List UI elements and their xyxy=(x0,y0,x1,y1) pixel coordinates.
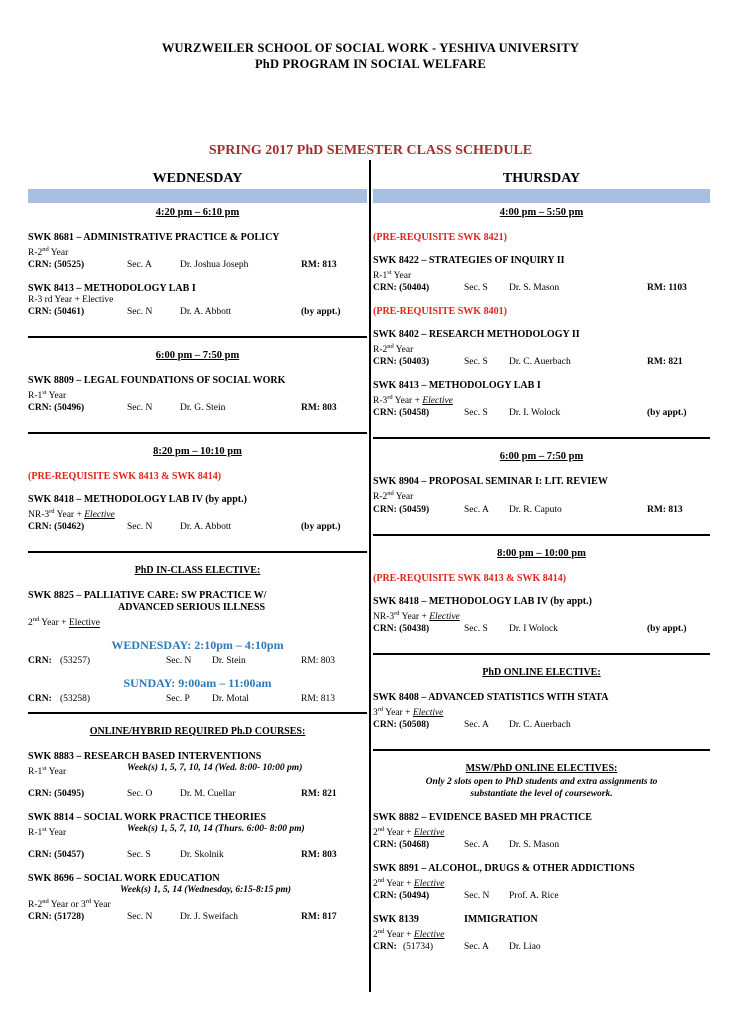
section: Sec. A xyxy=(464,719,489,730)
wednesday-column xyxy=(28,170,367,935)
course-details xyxy=(28,521,367,534)
course-details xyxy=(373,719,710,732)
session-time: 4:00 pm – 5:50 pm xyxy=(499,207,584,218)
crn-label: CRN: xyxy=(28,655,52,666)
course-name: SWK 8402 – RESEARCH METHODOLOGY II xyxy=(373,329,580,341)
sunday-option-heading: SUNDAY: 9:00am – 11:00am xyxy=(123,675,272,690)
course-block xyxy=(373,255,710,295)
course-block xyxy=(373,380,710,420)
crn: (53258) xyxy=(60,693,91,704)
course-name: SWK 8891 – ALCOHOL, DRUGS & OTHER ADDICTIONS xyxy=(373,863,635,875)
professor: Dr. I Wolock xyxy=(509,623,558,634)
section: Sec. N xyxy=(127,912,153,923)
professor: Dr. G. Stein xyxy=(180,403,226,414)
course-details xyxy=(373,623,710,636)
course-details xyxy=(28,402,367,415)
thursday-color-bar xyxy=(373,189,710,203)
section: Sec. S xyxy=(464,623,488,634)
crn: CRN: (50495) xyxy=(28,788,85,799)
room: (by appt.) xyxy=(301,307,341,318)
course-details xyxy=(28,655,367,668)
course-name: SWK 8408 – ADVANCED STATISTICS WITH STATA xyxy=(373,691,609,703)
course-block xyxy=(28,375,367,415)
wednesday-color-bar xyxy=(28,189,367,203)
crn: CRN: (50459) xyxy=(373,504,430,515)
course-year: 2nd Year + Elective xyxy=(28,616,101,629)
course-year: R-3 rd Year + Elective xyxy=(28,295,114,306)
section: Sec. A xyxy=(127,260,152,271)
section: Sec. N xyxy=(166,655,192,666)
professor: Dr. S. Mason xyxy=(509,840,560,851)
crn: CRN: (50457) xyxy=(28,849,85,860)
professor: Dr. C. Auerbach xyxy=(509,357,571,368)
room: RM: 1103 xyxy=(647,283,687,294)
session-time: 8:20 pm – 10:10 pm xyxy=(153,446,242,458)
course-block xyxy=(28,873,367,924)
room: RM: 803 xyxy=(301,655,336,666)
school-name: WURZWEILER SCHOOL OF SOCIAL WORK - YESHIVA UNIVERSITY xyxy=(161,41,580,55)
room: (by appt.) xyxy=(647,623,687,634)
prerequisite-note: (PRE-REQUISITE SWK 8413 & SWK 8414) xyxy=(373,572,567,584)
course-name: SWK 8882 – EVIDENCE BASED MH PRACTICE xyxy=(373,811,592,823)
professor: Dr. S. Mason xyxy=(509,283,560,294)
professor: Dr. A. Abbott xyxy=(180,307,232,318)
crn: CRN: (50468) xyxy=(373,840,430,851)
course-name: SWK 8681 – ADMINISTRATIVE PRACTICE & POLICY xyxy=(28,232,280,243)
section: Sec. S xyxy=(464,283,488,294)
course-block xyxy=(373,476,710,516)
course-block xyxy=(28,232,367,272)
course-details xyxy=(28,259,367,272)
crn: CRN: (50438) xyxy=(373,623,430,634)
course-details xyxy=(28,849,367,862)
course-name: SWK 8904 – PROPOSAL SEMINAR I: LIT. REVIEW xyxy=(373,476,608,488)
thu-session-2 xyxy=(373,451,710,535)
room: (by appt.) xyxy=(301,522,341,533)
course-year: R-1st Year Week(s) 1, 5, 7, 10, 14 (Thurs. 6:00- 8:00 pm) xyxy=(28,823,305,838)
wed-session-1 xyxy=(28,207,367,338)
course-name: SWK 8696 – SOCIAL WORK EDUCATION xyxy=(28,872,220,884)
crn: CRN: (50494) xyxy=(373,891,430,902)
section: Sec. A xyxy=(464,504,489,515)
room: (by appt.) xyxy=(647,408,687,419)
course-name: SWK 8825 – PALLIATIVE CARE: SW PRACTICE W/ xyxy=(28,590,267,602)
crn: (51734) xyxy=(403,942,434,953)
course-details xyxy=(373,890,710,903)
course-year: NR-3rd Year + Elective xyxy=(28,508,115,521)
program-name: PhD PROGRAM IN SOCIAL WELFARE xyxy=(254,57,487,71)
professor: Dr. Joshua Joseph xyxy=(180,260,249,271)
room: RM: 813 xyxy=(301,260,337,271)
course-name: SWK 8413 – METHODOLOGY LAB I xyxy=(373,380,541,392)
prerequisite-note: (PRE-REQUISITE SWK 8421) xyxy=(373,232,507,243)
room: RM: 803 xyxy=(301,849,337,860)
section-heading: MSW/PhD ONLINE ELECTIVES: xyxy=(465,762,618,774)
course-year: R-2nd Year or 3rd Year xyxy=(28,897,111,911)
section: Sec. N xyxy=(127,522,153,533)
wed-inclass-elective xyxy=(28,565,367,713)
course-year: 2nd Year + Elective xyxy=(373,825,445,839)
course-year: R-1st Year xyxy=(28,389,67,402)
wednesday-option-heading: WEDNESDAY: 2:10pm – 4:10pm xyxy=(111,637,284,652)
wed-session-2 xyxy=(28,350,367,434)
thu-msw-phd-electives xyxy=(373,763,710,954)
course-year: 2nd Year + Elective xyxy=(373,928,445,941)
course-year: 3rd Year + Elective xyxy=(373,705,444,718)
course-name: SWK 8139 IMMIGRATION xyxy=(373,914,538,926)
course-details xyxy=(28,911,367,924)
section-heading: ONLINE/HYBRID REQUIRED Ph.D COURSES: xyxy=(89,725,306,737)
session-time: 6:00 pm – 7:50 pm xyxy=(499,451,584,463)
course-details xyxy=(28,788,367,801)
section: Sec. N xyxy=(464,891,490,902)
thursday-heading: THURSDAY xyxy=(502,171,581,186)
professor: Dr. A. Abbott xyxy=(180,522,232,533)
course-block xyxy=(373,596,710,636)
course-year: R-3rd Year + Elective xyxy=(373,394,453,407)
prerequisite-note: (PRE-REQUISITE SWK 8413 & SWK 8414) xyxy=(28,471,222,483)
professor: Dr. C. Auerbach xyxy=(509,719,571,730)
room: RM: 813 xyxy=(647,504,683,515)
course-year: R-2nd Year xyxy=(28,246,69,259)
course-year: R-2nd Year xyxy=(373,343,414,356)
professor: Dr. J. Sweifach xyxy=(180,912,239,923)
course-details xyxy=(373,407,710,420)
crn-label: CRN: xyxy=(373,942,397,953)
crn: CRN: (50462) xyxy=(28,522,85,533)
elective-note: Only 2 slots open to PhD students and extra assignments to substantiate the level of coursework. xyxy=(425,776,658,799)
section: Sec. A xyxy=(464,942,489,953)
thursday-column xyxy=(373,170,710,965)
professor: Dr. R. Caputo xyxy=(509,504,562,515)
room: RM: 821 xyxy=(301,788,337,799)
course-block xyxy=(373,812,710,852)
course-name: SWK 8809 – LEGAL FOUNDATIONS OF SOCIAL WORK xyxy=(28,375,286,387)
room: RM: 821 xyxy=(647,357,683,368)
section: Sec. A xyxy=(464,840,489,851)
section: Sec. S xyxy=(127,849,151,860)
course-weeks: Week(s) 1, 5, 14 (Wednesday, 6:15-8:15 pm) xyxy=(120,884,292,895)
professor: Dr. Liao xyxy=(509,942,541,953)
crn-label: CRN: xyxy=(28,693,52,704)
crn: CRN: (50508) xyxy=(373,719,430,730)
crn: CRN: (50403) xyxy=(373,357,430,368)
course-weeks-row xyxy=(28,885,367,896)
session-time: 6:00 pm – 7:50 pm xyxy=(155,350,240,362)
column-divider xyxy=(369,160,371,992)
section: Sec. S xyxy=(464,408,488,419)
course-year: NR-3rd Year + Elective xyxy=(373,609,460,622)
course-name: SWK 8422 – STRATEGIES OF INQUIRY II xyxy=(373,255,565,266)
page-title: SPRING 2017 PhD SEMESTER CLASS SCHEDULE xyxy=(208,143,533,158)
course-details xyxy=(373,356,710,369)
crn: CRN: (50461) xyxy=(28,307,85,318)
session-time: 8:00 pm – 10:00 pm xyxy=(497,547,586,559)
course-block xyxy=(373,863,710,903)
course-year: R-2nd Year xyxy=(373,490,414,503)
course-details xyxy=(373,941,710,954)
section: Sec. O xyxy=(127,788,153,799)
section: Sec. P xyxy=(166,693,190,704)
course-block xyxy=(28,494,367,534)
section-heading: PhD IN-CLASS ELECTIVE: xyxy=(134,565,261,577)
crn: CRN: (51728) xyxy=(28,912,85,923)
course-name: SWK 8883 – RESEARCH BASED INTERVENTIONS xyxy=(28,750,262,762)
section-heading: PhD ONLINE ELECTIVE: xyxy=(482,666,601,678)
room: RM: 803 xyxy=(301,403,337,414)
course-details xyxy=(373,504,710,517)
crn: CRN: (50496) xyxy=(28,403,85,414)
crn: (53257) xyxy=(60,655,91,666)
course-year: R-1st Year xyxy=(373,269,412,282)
course-name: SWK 8418 – METHODOLOGY LAB IV (by appt.) xyxy=(373,595,592,607)
course-block xyxy=(373,692,710,732)
section: Sec. N xyxy=(127,403,153,414)
course-block xyxy=(28,751,367,801)
course-block xyxy=(373,329,710,369)
room: RM: 817 xyxy=(301,912,337,923)
wed-online-hybrid xyxy=(28,726,367,924)
course-details xyxy=(373,839,710,852)
course-block xyxy=(28,812,367,862)
professor: Dr. Motal xyxy=(212,693,249,704)
section: Sec. S xyxy=(464,357,488,368)
room: RM: 813 xyxy=(301,693,336,704)
crn: CRN: (50525) xyxy=(28,260,85,271)
thu-session-1 xyxy=(373,207,710,439)
professor: Dr. M. Cuellar xyxy=(180,788,236,799)
course-year: R-1st Year Week(s) 1, 5, 7, 10, 14 (Wed. 8:00- 10:00 pm) xyxy=(28,762,303,777)
course-details xyxy=(28,693,367,706)
course-name-continued: ADVANCED SERIOUS ILLNESS xyxy=(118,602,266,614)
course-weeks: Week(s) 1, 5, 7, 10, 14 (Wed. 8:00- 10:00 pm) xyxy=(127,762,303,773)
course-block xyxy=(28,283,367,319)
thu-online-elective xyxy=(373,667,710,751)
course-details xyxy=(28,306,367,319)
thu-session-3 xyxy=(373,548,710,655)
prerequisite-note: (PRE-REQUISITE SWK 8401) xyxy=(373,306,507,318)
professor: Dr. Stein xyxy=(212,655,246,666)
course-weeks: Week(s) 1, 5, 7, 10, 14 (Thurs. 6:00- 8:00 pm) xyxy=(127,823,305,834)
crn: CRN: (50458) xyxy=(373,408,430,419)
professor: Dr. Skolnik xyxy=(180,849,224,860)
course-name: SWK 8814 – SOCIAL WORK PRACTICE THEORIES xyxy=(28,811,267,823)
course-name: SWK 8413 – METHODOLOGY LAB I xyxy=(28,283,196,295)
section: Sec. N xyxy=(127,307,153,318)
wed-session-3 xyxy=(28,446,367,553)
course-block xyxy=(373,914,710,954)
professor: Dr. I. Wolock xyxy=(509,408,561,419)
crn: CRN: (50404) xyxy=(373,283,430,294)
course-name: SWK 8418 – METHODOLOGY LAB IV (by appt.) xyxy=(28,494,247,506)
session-time: 4:20 pm – 6:10 pm xyxy=(155,207,240,218)
wednesday-heading: WEDNESDAY xyxy=(152,171,243,186)
professor: Prof. A. Rice xyxy=(509,891,559,902)
course-year: 2nd Year + Elective xyxy=(373,877,445,890)
course-details xyxy=(373,282,710,295)
